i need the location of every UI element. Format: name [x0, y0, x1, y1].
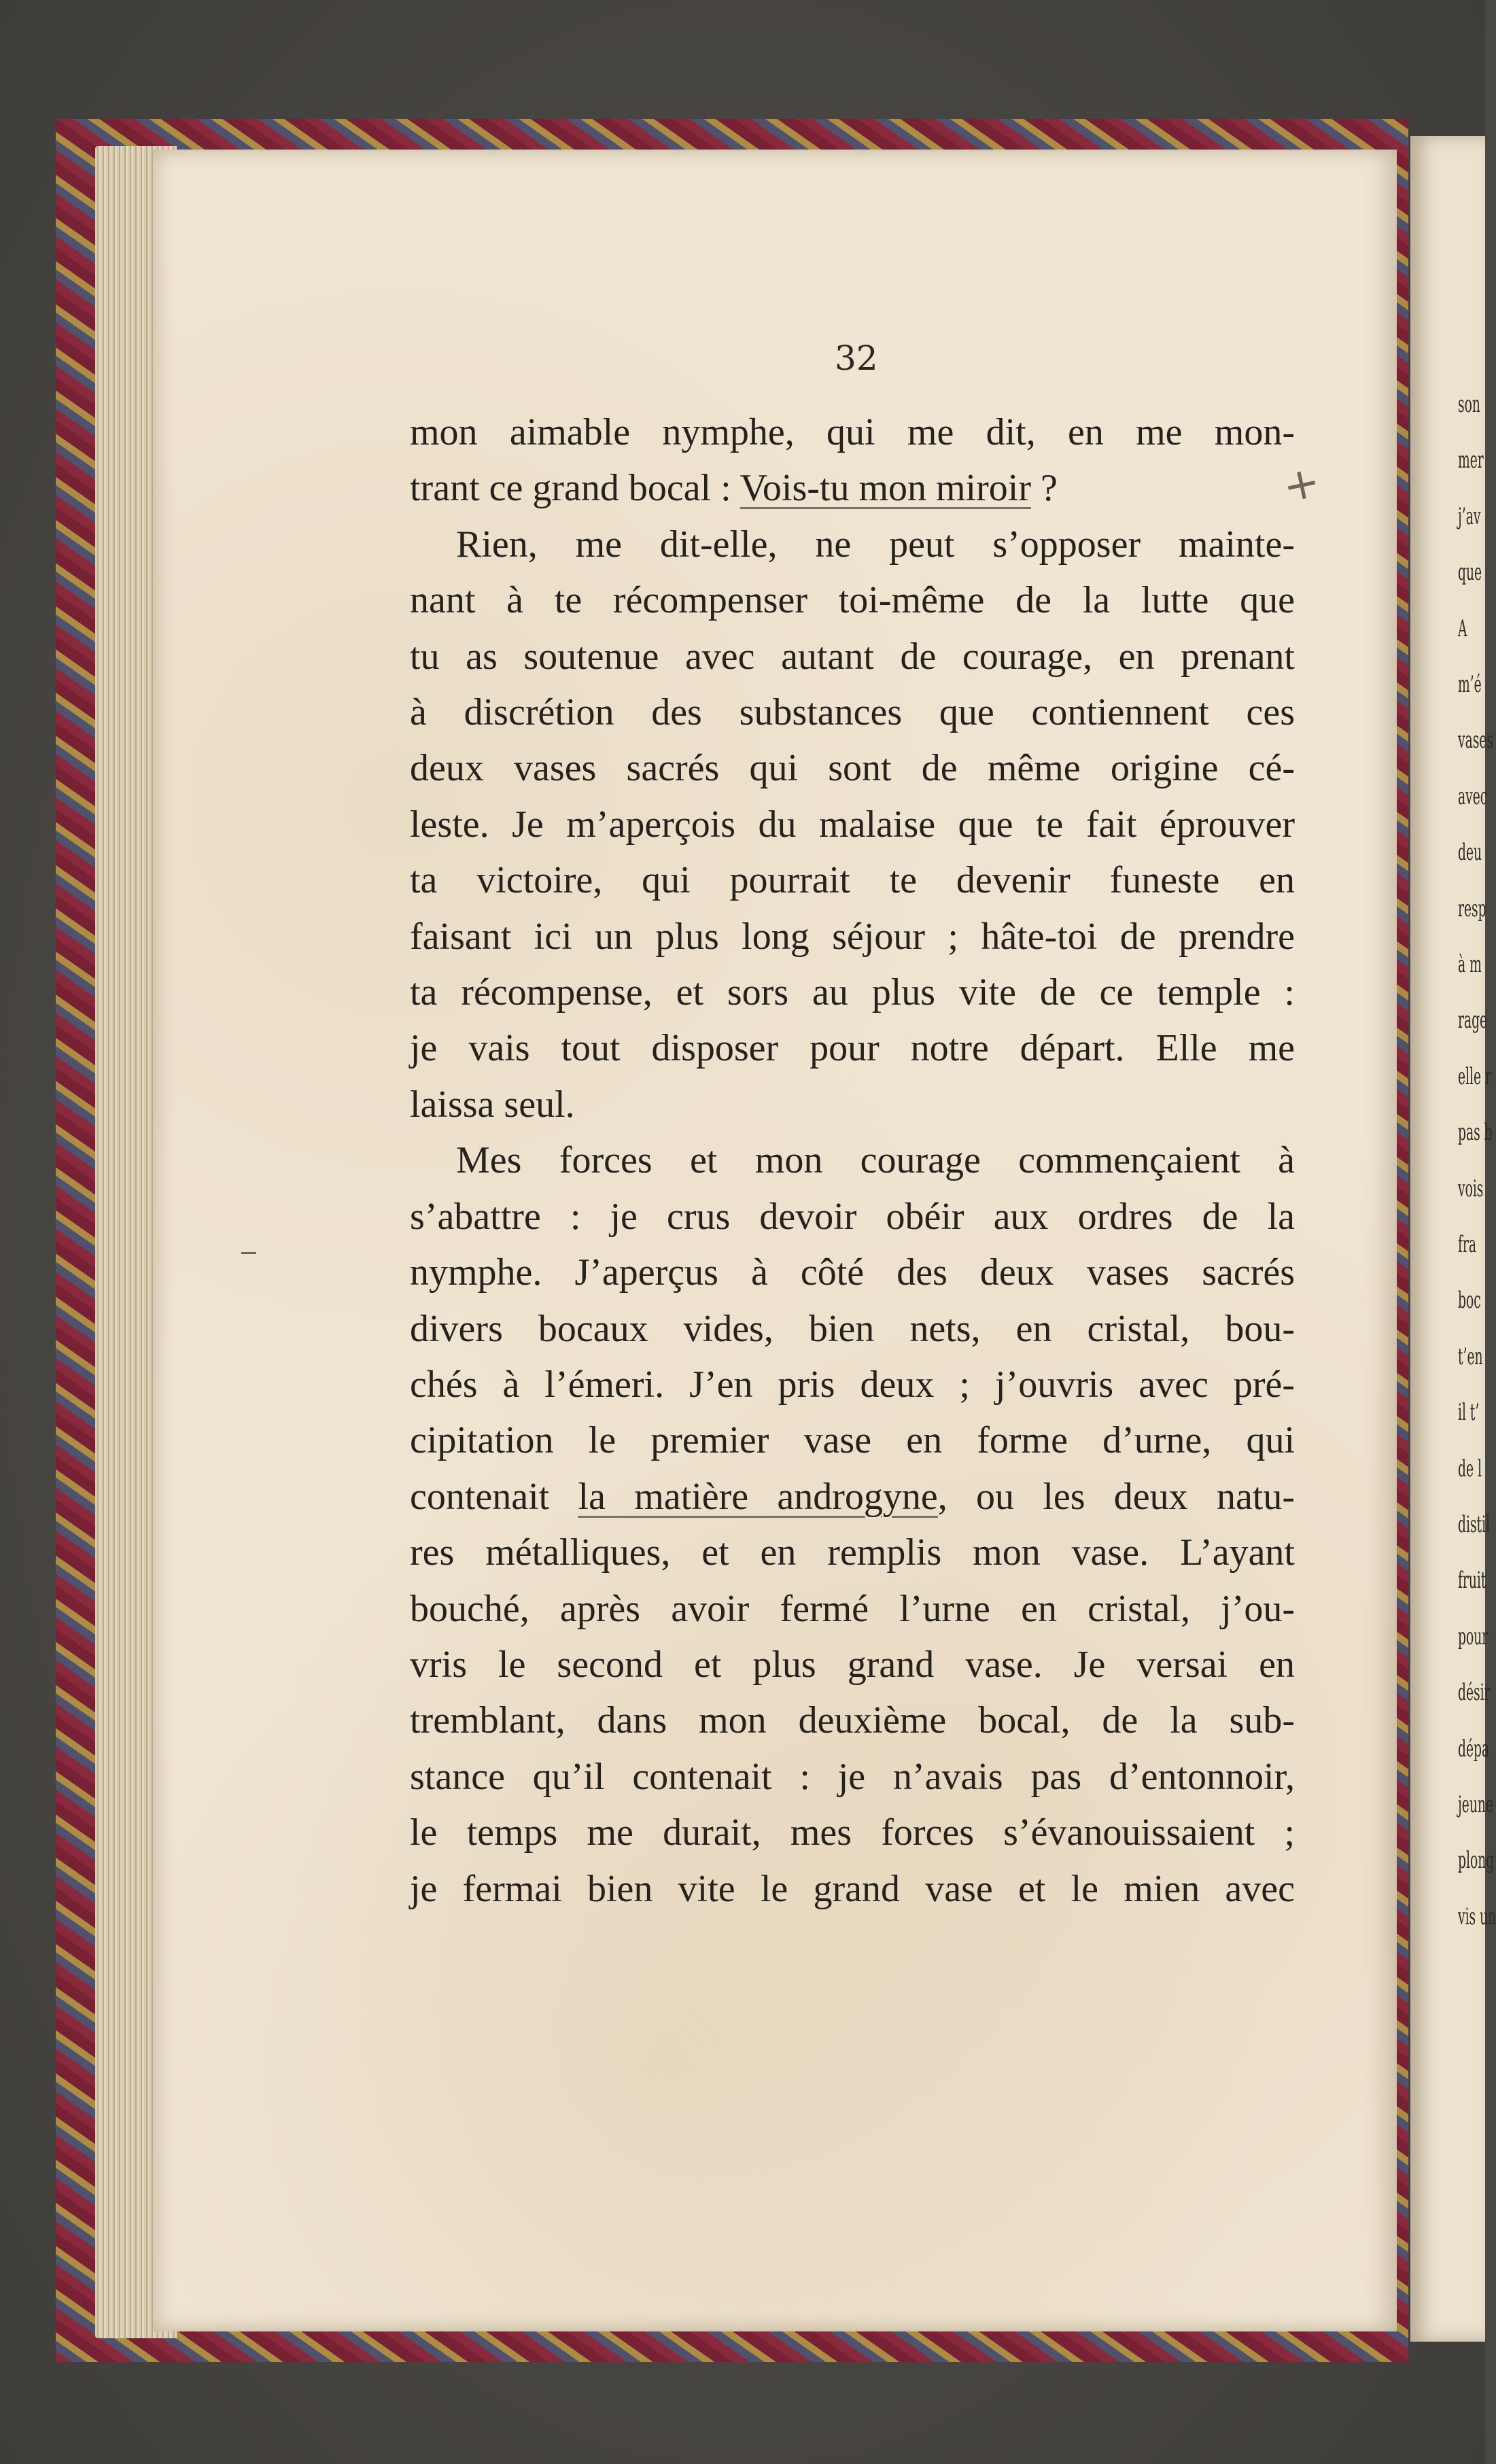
facing-page-fragment: vois — [1458, 1175, 1484, 1202]
margin-plus-mark: + — [1278, 456, 1325, 513]
text-line: je fermai bien vite le grand vase et le mien avec — [410, 1867, 1295, 1910]
facing-page-fragment: désir — [1458, 1679, 1491, 1707]
text-line: contenait la matière androgyne, ou les deux natu- — [410, 1475, 1295, 1518]
paragraph-3 — [410, 1132, 1295, 1917]
text-line: je vais tout disposer pour notre départ. Elle me — [410, 1027, 1295, 1070]
facing-page-fragment: distil — [1458, 1511, 1491, 1538]
facing-page-fragment: il t’ — [1458, 1399, 1480, 1427]
facing-page-fragment: deu — [1458, 839, 1482, 867]
text-line: divers bocaux vides, bien nets, en cristal, bou- — [410, 1307, 1295, 1350]
page-number: 32 — [835, 339, 878, 378]
margin-dash-mark — [241, 1252, 256, 1254]
text-line: nant à te récompenser toi-même de la lutte que — [410, 579, 1295, 622]
text-line: trant ce grand bocal : Vois-tu mon miroir ? — [410, 467, 1058, 510]
text-line: s’abattre : je crus devoir obéir aux ordres de la — [410, 1195, 1295, 1238]
facing-page-fragment: vases — [1458, 727, 1493, 754]
text-line: ta récompense, et sors au plus vite de ce temple : — [410, 971, 1295, 1014]
text-line: res métalliques, et en remplis mon vase. L’ayant — [410, 1531, 1295, 1574]
text-line: stance qu’il contenait : je n’avais pas d’entonnoir, — [410, 1755, 1295, 1798]
text-line: deux vases sacrés qui sont de même origine cé- — [410, 747, 1295, 790]
facing-page-fragment: dépa — [1458, 1735, 1490, 1763]
text-line: ta victoire, qui pourrait te devenir funeste en — [410, 859, 1295, 902]
facing-page-fragment: pas b — [1458, 1119, 1493, 1147]
text-line: le temps me durait, mes forces s’évanouissaient ; — [410, 1811, 1295, 1854]
text-line: faisant ici un plus long séjour ; hâte-toi de prendre — [410, 915, 1295, 958]
text-line: Rien, me dit-elle, ne peut s’opposer mainte- — [456, 523, 1295, 566]
facing-page-edge — [1410, 136, 1496, 2342]
facing-page-fragment: mer — [1458, 447, 1484, 474]
pencil-underline: la matière androgyne — [578, 1475, 938, 1518]
facing-page-fragment: avec — [1458, 782, 1488, 810]
text-line: leste. Je m’aperçois du malaise que te fait éprouver — [410, 803, 1295, 846]
text-line: nymphe. J’aperçus à côté des deux vases sacrés — [410, 1251, 1295, 1294]
text-line: tremblant, dans mon deuxième bocal, de la sub- — [410, 1699, 1295, 1742]
paragraph-2 — [410, 517, 1295, 1132]
text-line: bouché, après avoir fermé l’urne en cristal, j’ou- — [410, 1587, 1295, 1630]
facing-page-fragment: son — [1458, 391, 1480, 418]
facing-page-fragment: rage — [1458, 1007, 1488, 1035]
body-text — [410, 404, 1295, 1917]
facing-page-fragment: A — [1458, 614, 1467, 642]
facing-page-fragment: fruit — [1458, 1567, 1486, 1595]
facing-page-fragment: vis un — [1458, 1903, 1496, 1930]
facing-page-fragment: boc — [1458, 1287, 1481, 1315]
facing-page-fragment: j’av — [1458, 502, 1481, 530]
text-line: mon aimable nymphe, qui me dit, en me mon- — [410, 411, 1295, 453]
facing-page-fragment: fra — [1458, 1231, 1477, 1258]
facing-page-fragment: jeune — [1458, 1791, 1494, 1818]
facing-page-fragment: m’é — [1458, 671, 1482, 698]
pencil-underline: Vois-tu mon miroir — [740, 467, 1031, 510]
text-line: chés à l’émeri. J’en pris deux ; j’ouvris avec pré- — [410, 1363, 1295, 1406]
text-line: tu as soutenue avec autant de courage, en prenant — [410, 635, 1295, 678]
facing-page-fragment: de l — [1458, 1455, 1482, 1482]
text-line: à discrétion des substances que contiennent ces — [410, 691, 1295, 734]
facing-page-fragment: elle r — [1458, 1062, 1491, 1090]
facing-page-fragment: à m — [1458, 951, 1482, 978]
facing-page-fragment: pour — [1458, 1623, 1489, 1650]
facing-page-fragment: que — [1458, 559, 1482, 587]
text-line: vris le second et plus grand vase. Je versai en — [410, 1643, 1295, 1686]
text-line: laissa seul. — [410, 1083, 575, 1126]
text-line: cipitation le premier vase en forme d’urne, qui — [410, 1419, 1295, 1462]
facing-page-fragment: resp — [1458, 895, 1486, 922]
text-line: Mes forces et mon courage commençaient à — [456, 1139, 1295, 1182]
paragraph-1 — [410, 404, 1295, 517]
facing-page-fragment: plong — [1458, 1847, 1495, 1875]
facing-page-fragment: t’en — [1458, 1342, 1483, 1370]
